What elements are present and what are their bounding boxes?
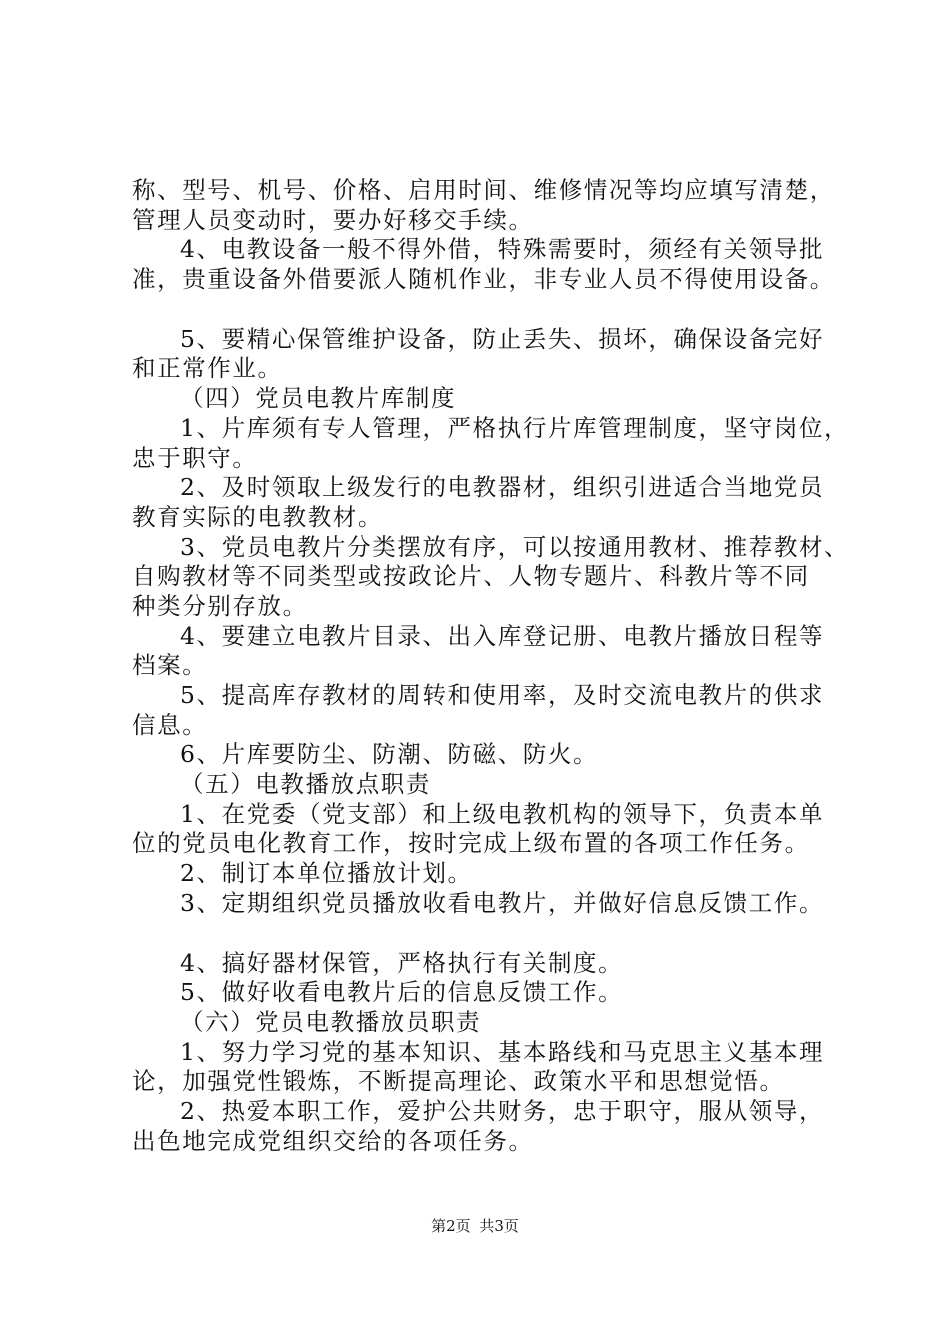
paragraph-line: 1、在党委（党支部）和上级电教机构的领导下，负责本单 [180, 799, 825, 828]
paragraph-line: 4、搞好器材保管，严格执行有关制度。 [180, 948, 624, 977]
paragraph-line: 2、制订本单位播放计划。 [180, 859, 473, 888]
paragraph-line: 管理人员变动时，要办好移交手续。 [132, 205, 534, 234]
paragraph-line: 种类分别存放。 [132, 591, 308, 620]
paragraph-line: 6、片库要防尘、防潮、防磁、防火。 [180, 740, 599, 769]
paragraph-line: 3、党员电教片分类摆放有序，可以按通用教材、推荐教材、 [180, 532, 850, 561]
paragraph-line: 1、片库须有专人管理，严格执行片库管理制度，坚守岗位， [180, 413, 850, 442]
paragraph-line: 出色地完成党组织交给的各项任务。 [132, 1126, 534, 1155]
paragraph-line: 教育实际的电教教材。 [132, 502, 383, 531]
paragraph-gap [132, 919, 852, 949]
paragraph-line: 和正常作业。 [132, 354, 283, 383]
section-heading: （四）党员电教片库制度 [180, 384, 457, 413]
paragraph-line: 5、提高库存教材的周转和使用率，及时交流电教片的供求 [180, 681, 825, 709]
paragraph-gap [132, 295, 852, 325]
page-total: 共3页 [479, 1217, 519, 1235]
page-footer [0, 1216, 950, 1236]
paragraph-line: 2、及时领取上级发行的电教器材，组织引进适合当地党员 [180, 473, 825, 502]
paragraph-line: 信息。 [132, 710, 208, 739]
paragraph-line: 位的党员电化教育工作，按时完成上级布置的各项工作任务。 [132, 829, 810, 858]
paragraph-line: 论，加强党性锻炼，不断提高理论、政策水平和思想觉悟。 [132, 1067, 785, 1096]
document-body [132, 176, 852, 1156]
paragraph-line: 5、要精心保管维护设备，防止丢失、损坏，确保设备完好 [180, 324, 825, 353]
paragraph-line: 称、型号、机号、价格、启用时间、维修情况等均应填写清楚， [132, 176, 835, 204]
paragraph-line: 1、努力学习党的基本知识、基本路线和马克思主义基本理 [180, 1037, 825, 1066]
paragraph-line: 2、热爱本职工作，爱护公共财务，忠于职守，服从领导， [180, 1096, 825, 1125]
paragraph-line: 档案。 [132, 651, 208, 680]
paragraph-line: 自购教材等不同类型或按政论片、人物专题片、科教片等不同 [132, 562, 810, 591]
paragraph-line: 4、要建立电教片目录、出入库登记册、电教片播放日程等 [180, 621, 825, 650]
paragraph-line: 准，贵重设备外借要派人随机作业，非专业人员不得使用设备。 [132, 265, 835, 294]
paragraph-line: 忠于职守。 [132, 443, 258, 472]
paragraph-line: 5、做好收看电教片后的信息反馈工作。 [180, 978, 624, 1007]
section-heading: （六）党员电教播放员职责 [180, 1007, 482, 1036]
paragraph-line: 3、定期组织党员播放收看电教片，并做好信息反馈工作。 [180, 888, 825, 917]
paragraph-line: 4、电教设备一般不得外借，特殊需要时，须经有关领导批 [180, 235, 825, 264]
page-number: 第2页 [431, 1217, 471, 1235]
section-heading: （五）电教播放点职责 [180, 770, 431, 799]
